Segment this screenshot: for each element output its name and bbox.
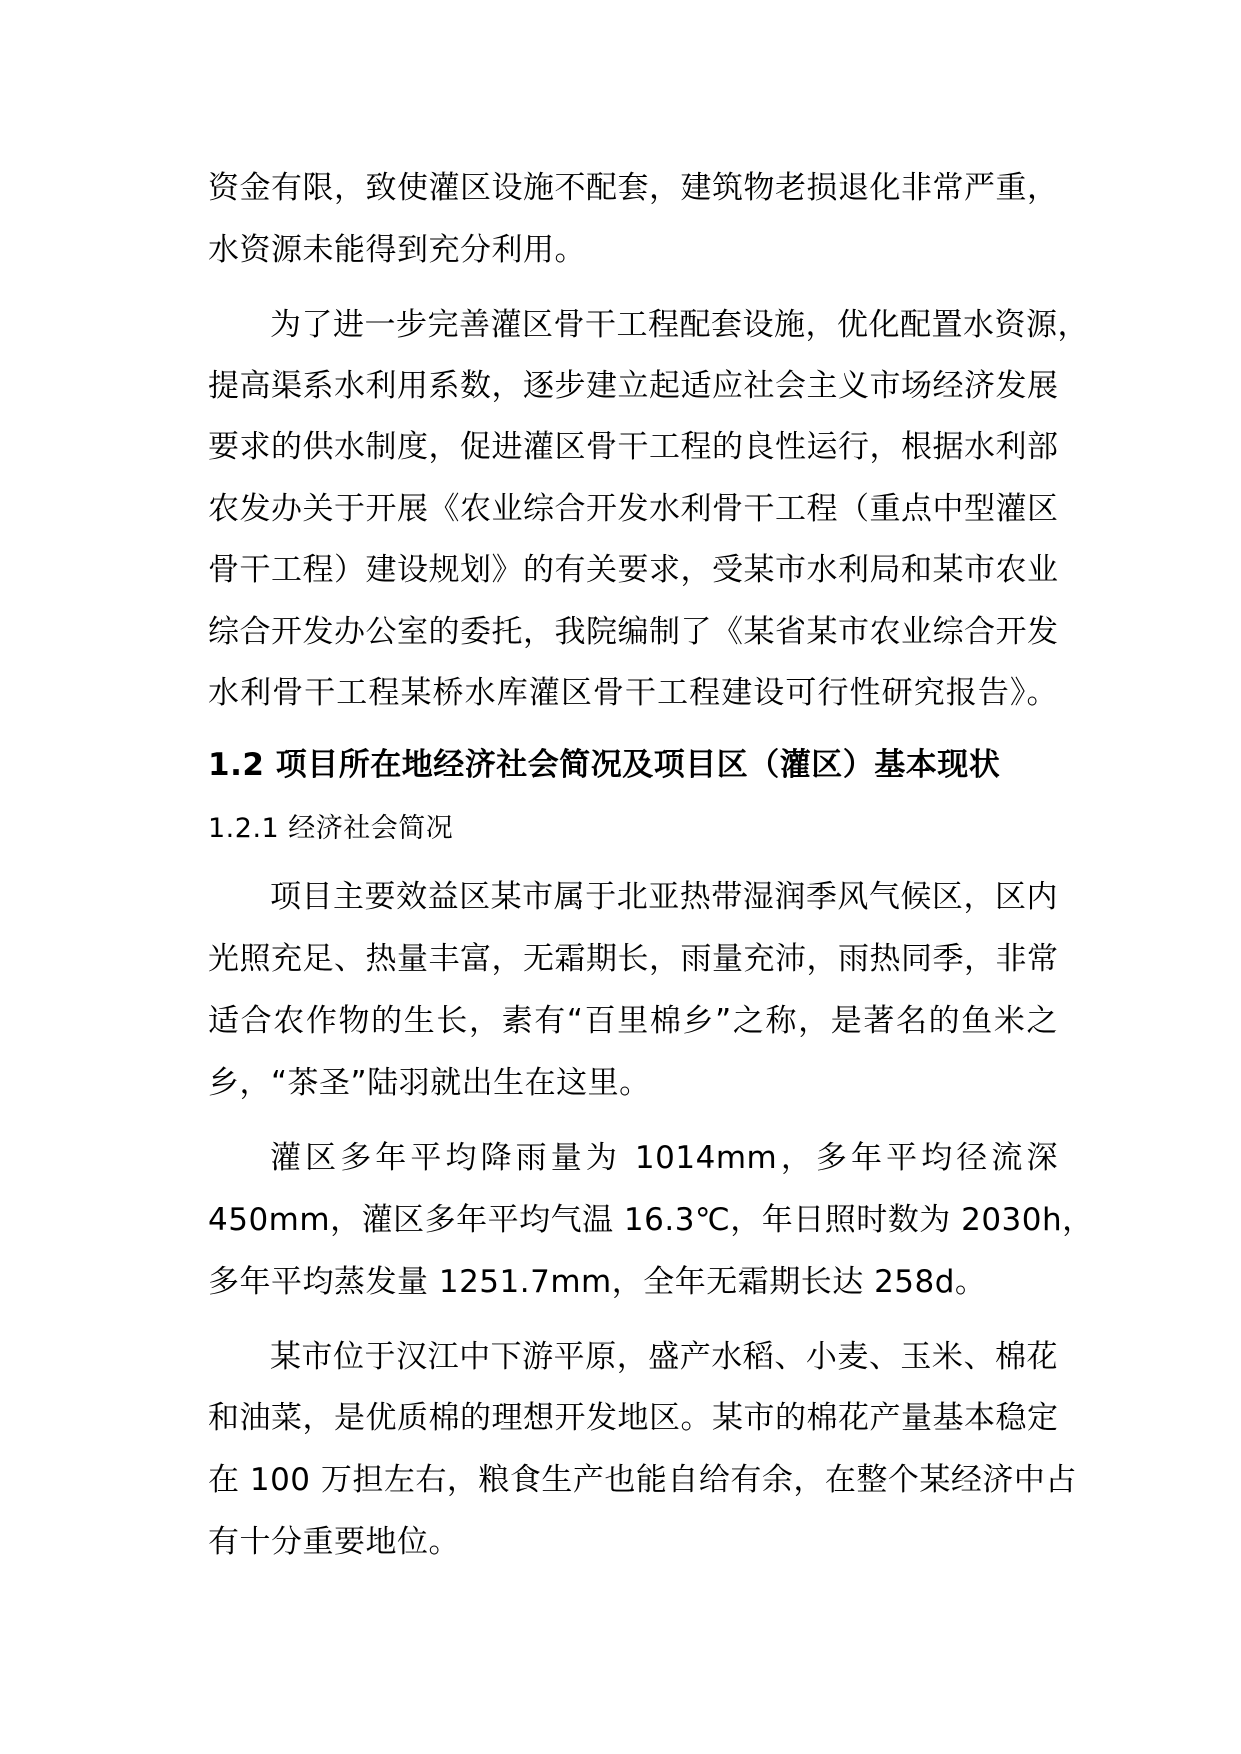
subsection-heading: 1.2.1 经济社会简况 (208, 813, 454, 844)
section-heading: 1.2 项目所在地经济社会简况及项目区（灌区）基本现状 (208, 747, 1001, 783)
paragraph-line: 某市位于汉江中下游平原，盛产水稻、小麦、玉米、棉花 (270, 1339, 1058, 1375)
paragraph-line: 项目主要效益区某市属于北亚热带湿润季风气候区，区内 (270, 879, 1058, 915)
paragraph-line: 农发办关于开展《农业综合开发水利骨干工程（重点中型灌区 (208, 491, 1059, 527)
paragraph-line: 和油菜，是优质棉的理想开发地区。某市的棉花产量基本稳定 (208, 1400, 1059, 1436)
paragraph-line: 综合开发办公室的委托，我院编制了《某省某市农业综合开发 (208, 614, 1059, 650)
paragraph-line: 要求的供水制度，促进灌区骨干工程的良性运行，根据水利部 (208, 429, 1059, 465)
paragraph-line: 为了进一步完善灌区骨干工程配套设施，优化配置水资源， (270, 307, 1089, 343)
paragraph-line: 水利骨干工程某桥水库灌区骨干工程建设可行性研究报告》。 (208, 675, 1058, 711)
paragraph-line: 资金有限，致使灌区设施不配套，建筑物老损退化非常严重， (208, 170, 1059, 206)
paragraph-line: 乡，“茶圣”陆羽就出生在这里。 (208, 1065, 651, 1101)
paragraph-line: 提高渠系水利用系数，逐步建立起适应社会主义市场经济发展 (208, 368, 1059, 404)
paragraph-line: 骨干工程）建设规划》的有关要求，受某市水利局和某市农业 (208, 552, 1059, 588)
paragraph-line: 光照充足、热量丰富，无霜期长，雨量充沛，雨热同季，非常 (208, 941, 1059, 977)
paragraph-line: 多年平均蒸发量 1251.7mm，全年无霜期长达 258d。 (208, 1264, 987, 1300)
paragraph-line: 适合农作物的生长，素有“百里棉乡”之称，是著名的鱼米之 (208, 1003, 1058, 1039)
paragraph-line: 在 100 万担左右，粮食生产也能自给有余，在整个某经济中占 (208, 1462, 1077, 1498)
paragraph-line: 450mm，灌区多年平均气温 16.3℃，年日照时数为 2030h， (208, 1202, 1094, 1238)
paragraph-line: 灌区多年平均降雨量为 1014mm，多年平均径流深 (270, 1140, 1058, 1176)
paragraph-line: 水资源未能得到充分利用。 (208, 232, 586, 268)
paragraph-line: 有十分重要地位。 (208, 1524, 460, 1560)
